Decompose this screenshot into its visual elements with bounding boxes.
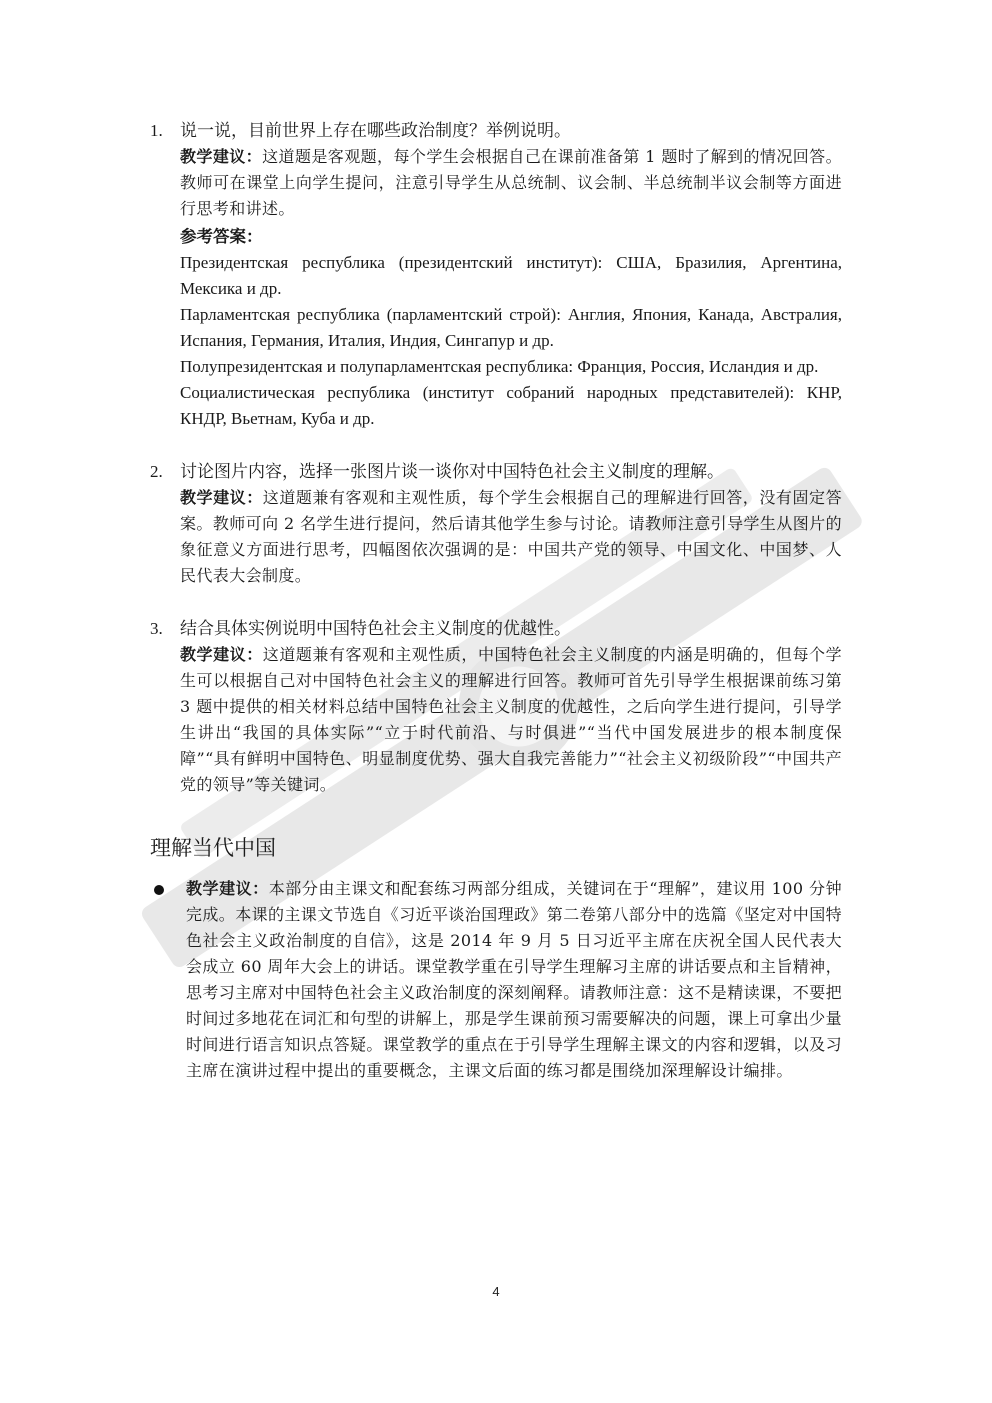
advice-text: 这道题是客观题，每个学生会根据自己在课前准备第 1 题时了解到的情况回答。教师可在课堂上向学生提问，注意引导学生从总统制、议会制、半总统制半议会制等方面进行思考和讲述。: [180, 147, 842, 218]
section-title: 理解当代中国: [150, 836, 276, 860]
question-title: 结合具体实例说明中国特色社会主义制度的优越性。: [180, 619, 571, 639]
advice-text: 本部分由主课文和配套练习两部分组成，关键词在于“理解”，建议用 100 分钟完成。本课的主课文节选自《习近平谈治国理政》第二卷第八部分中的选篇《坚定对中国特色社会主义政治制度的自信》，这是 2014 年 9 月 5 日习近平主席在庆祝全国人民代表大会成立 60 周年大会上的讲话。课堂教学重在引导学生理解习主席的讲话要点和主旨精神，思考习主席对中国特色社会主义政治制度的深刻阐释。请教师注意：这不是精读课，不要把时间过多地花在词汇和句型的讲解上，那是学生课前预习需要解决的问题，课上可拿出少量时间进行语言知识点答疑。课堂教学的重点在于引导学生理解主课文的内容和逻辑，以及习主席在演讲过程中提出的重要概念，主课文后面的练习都是围绕加深理解设计编排。: [186, 879, 843, 1080]
bullet-icon: [154, 885, 164, 895]
answer-item: Полупрезидентская и полупарламентская республика: Франция, Россия, Исландия и др.: [180, 357, 819, 376]
answer-item: Социалистическая республика (институт собраний народных представителей): КНР, КНДР, Вьетнам, Куба и др.: [180, 383, 842, 428]
section-advice: [186, 876, 842, 1084]
teaching-advice: [180, 642, 842, 798]
teaching-advice: [180, 485, 842, 589]
main-content: [150, 118, 842, 1084]
section-bullet: [150, 876, 842, 1084]
question-1: [150, 118, 842, 432]
advice-text: 这道题兼有客观和主观性质，每个学生会根据自己的理解进行回答，没有固定答案。教师可向 2 名学生进行提问，然后请其他学生参与讨论。请教师注意引导学生从图片的象征意义方面进行思考，四幅图依次强调的是：中国共产党的领导、中国文化、中国梦、人民代表大会制度。: [180, 488, 842, 585]
advice-label: 教学建议：: [180, 645, 263, 664]
page-number: 4: [492, 1284, 500, 1299]
question-number: 1.: [150, 121, 163, 140]
advice-label: 教学建议：: [186, 879, 269, 898]
answer-item: Президентская республика (президентский институт): США, Бразилия, Аргентина, Мексика и др.: [180, 253, 842, 298]
question-title: 讨论图片内容，选择一张图片谈一谈你对中国特色社会主义制度的理解。: [180, 462, 724, 482]
question-3: [150, 616, 842, 798]
question-title: 说一说，目前世界上存在哪些政治制度？举例说明。: [180, 121, 571, 141]
question-2: [150, 459, 842, 589]
teaching-advice: [180, 144, 842, 222]
answer-label: 参考答案：: [180, 227, 263, 246]
advice-text: 这道题兼有客观和主观性质，中国特色社会主义制度的内涵是明确的，但每个学生可以根据自己对中国特色社会主义的理解进行回答。教师可首先引导学生根据课前练习第 3 题中提供的相关材料总结中国特色社会主义制度的优越性，之后向学生进行提问，引导学生讲出“我国的具体实际”“立于时代前沿、与时俱进”“当代中国发展进步的根本制度保障”“具有鲜明中国特色、明显制度优势、强大自我完善能力”“社会主义初级阶段”“中国共产党的领导”等关键词。: [180, 645, 842, 794]
answer-item: Парламентская республика (парламентский строй): Англия, Япония, Канада, Австралия, Испания, Германия, Италия, Индия, Сингапур и др.: [180, 305, 842, 350]
advice-label: 教学建议：: [180, 488, 263, 507]
advice-label: 教学建议：: [180, 147, 263, 166]
question-number: 2.: [150, 462, 163, 481]
question-number: 3.: [150, 619, 163, 638]
